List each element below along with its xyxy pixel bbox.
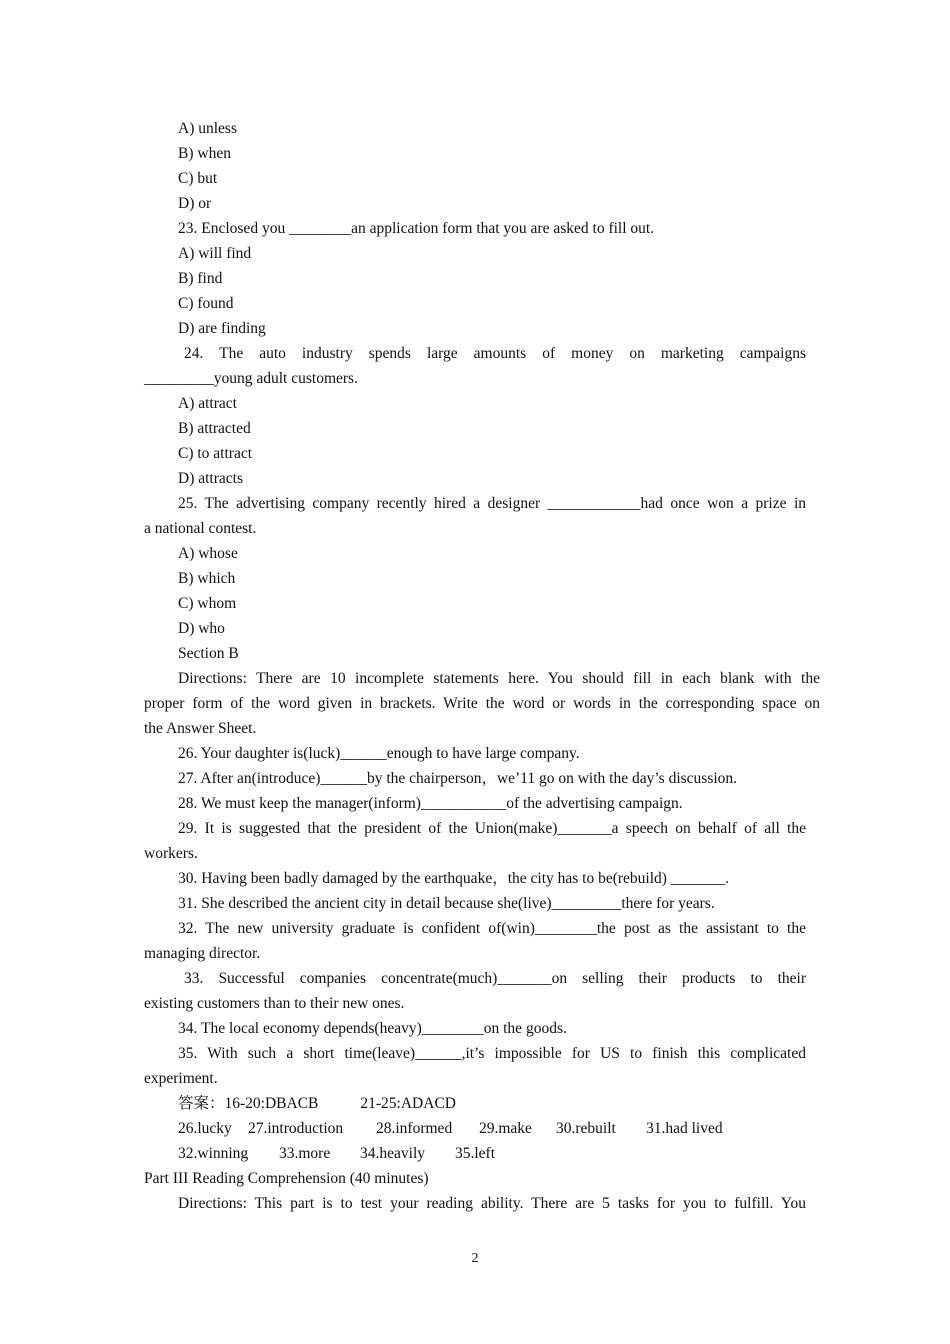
section-b-directions-line2: proper form of the word given in brackets. Write the word or words in the corresponding space on (144, 695, 820, 712)
q25-option-d: D) who (178, 620, 225, 637)
q23-option-b: B) find (178, 270, 223, 287)
answer-31: 31.had lived (646, 1120, 723, 1137)
q23-option-c: C) found (178, 295, 234, 312)
q23-option-d: D) are finding (178, 320, 266, 337)
q28: 28. We must keep the manager(inform)___________of the advertising campaign. (178, 795, 683, 812)
answer-35: 35.left (455, 1145, 496, 1162)
answers-label: 答案： (178, 1095, 225, 1112)
q33-line1: 33. Successful companies concentrate(much)_______on selling their products to their (184, 970, 806, 987)
answers-line2 (144, 1116, 806, 1141)
q26: 26. Your daughter is(luck)______enough to have large company. (178, 745, 580, 762)
answer-33: 33.more (279, 1145, 331, 1162)
answers-line1 (144, 1091, 806, 1116)
q24-option-d: D) attracts (178, 470, 243, 487)
page-number: 2 (471, 1251, 479, 1266)
answers-line3 (144, 1141, 806, 1166)
answer-30: 30.rebuilt (556, 1120, 616, 1137)
q29-line1: 29. It is suggested that the president of the Union(make)_______a speech on behalf of all the (178, 820, 806, 837)
q35-line1: 35. With such a short time(leave)______,it’s impossible for US to finish this complicated (178, 1045, 806, 1062)
answer-27: 27.introduction (248, 1120, 344, 1137)
section-b-heading: Section B (178, 645, 239, 662)
q25-option-c: C) whom (178, 595, 237, 612)
q35-line2: experiment. (144, 1070, 218, 1087)
q32-line1: 32. The new university graduate is confident of(win)________the post as the assistant to the (178, 920, 806, 937)
q24-option-a: A) attract (178, 395, 237, 412)
q34: 34. The local economy depends(heavy)________on the goods. (178, 1020, 567, 1037)
q25-stem-line2: a national contest. (144, 520, 257, 537)
q24-stem-line1: 24. The auto industry spends large amounts of money on marketing campaigns (184, 345, 806, 362)
q33-line2: existing customers than to their new ones. (144, 995, 405, 1012)
q23-option-a: A) will find (178, 245, 252, 262)
q22-option-b: B) when (178, 145, 231, 162)
part3-heading: Part III Reading Comprehension (40 minutes) (144, 1170, 429, 1187)
part3-directions: Directions: This part is to test your reading ability. There are 5 tasks for you to fulfill. You (178, 1195, 806, 1212)
q31: 31. She described the ancient city in detail because she(live)_________there for years. (178, 895, 715, 912)
q24-stem-line2: _________young adult customers. (144, 370, 358, 387)
answers-21-25: 21-25:ADACD (360, 1095, 456, 1112)
section-b-directions-line1: Directions: There are 10 incomplete statements here. You should fill in each blank with the (178, 670, 820, 687)
page-content (144, 116, 820, 1216)
q22-option-c: C) but (178, 170, 218, 187)
q32-line2: managing director. (144, 945, 261, 962)
q23-stem: 23. Enclosed you ________an application form that you are asked to fill out. (178, 220, 655, 237)
q27: 27. After an(introduce)______by the chairperson，we’11 go on with the day’s discussion. (178, 770, 738, 787)
section-b-directions-line3: the Answer Sheet. (144, 720, 257, 737)
q30: 30. Having been badly damaged by the earthquake，the city has to be(rebuild) _______. (178, 870, 729, 887)
answer-28: 28.informed (376, 1120, 453, 1137)
q25-option-a: A) whose (178, 545, 238, 562)
answers-16-20: 16-20:DBACB (224, 1095, 319, 1112)
q24-option-c: C) to attract (178, 445, 253, 462)
answer-26: 26.lucky (178, 1120, 232, 1137)
answer-34: 34.heavily (360, 1145, 425, 1162)
answer-32: 32.winning (178, 1145, 249, 1162)
q22-option-d: D) or (178, 195, 212, 212)
q25-stem-line1: 25. The advertising company recently hired a designer ____________had once won a prize in (178, 495, 806, 512)
q24-option-b: B) attracted (178, 420, 251, 437)
q29-line2: workers. (144, 845, 198, 862)
q22-option-a: A) unless (178, 120, 237, 137)
answer-29: 29.make (479, 1120, 532, 1137)
q25-option-b: B) which (178, 570, 236, 587)
